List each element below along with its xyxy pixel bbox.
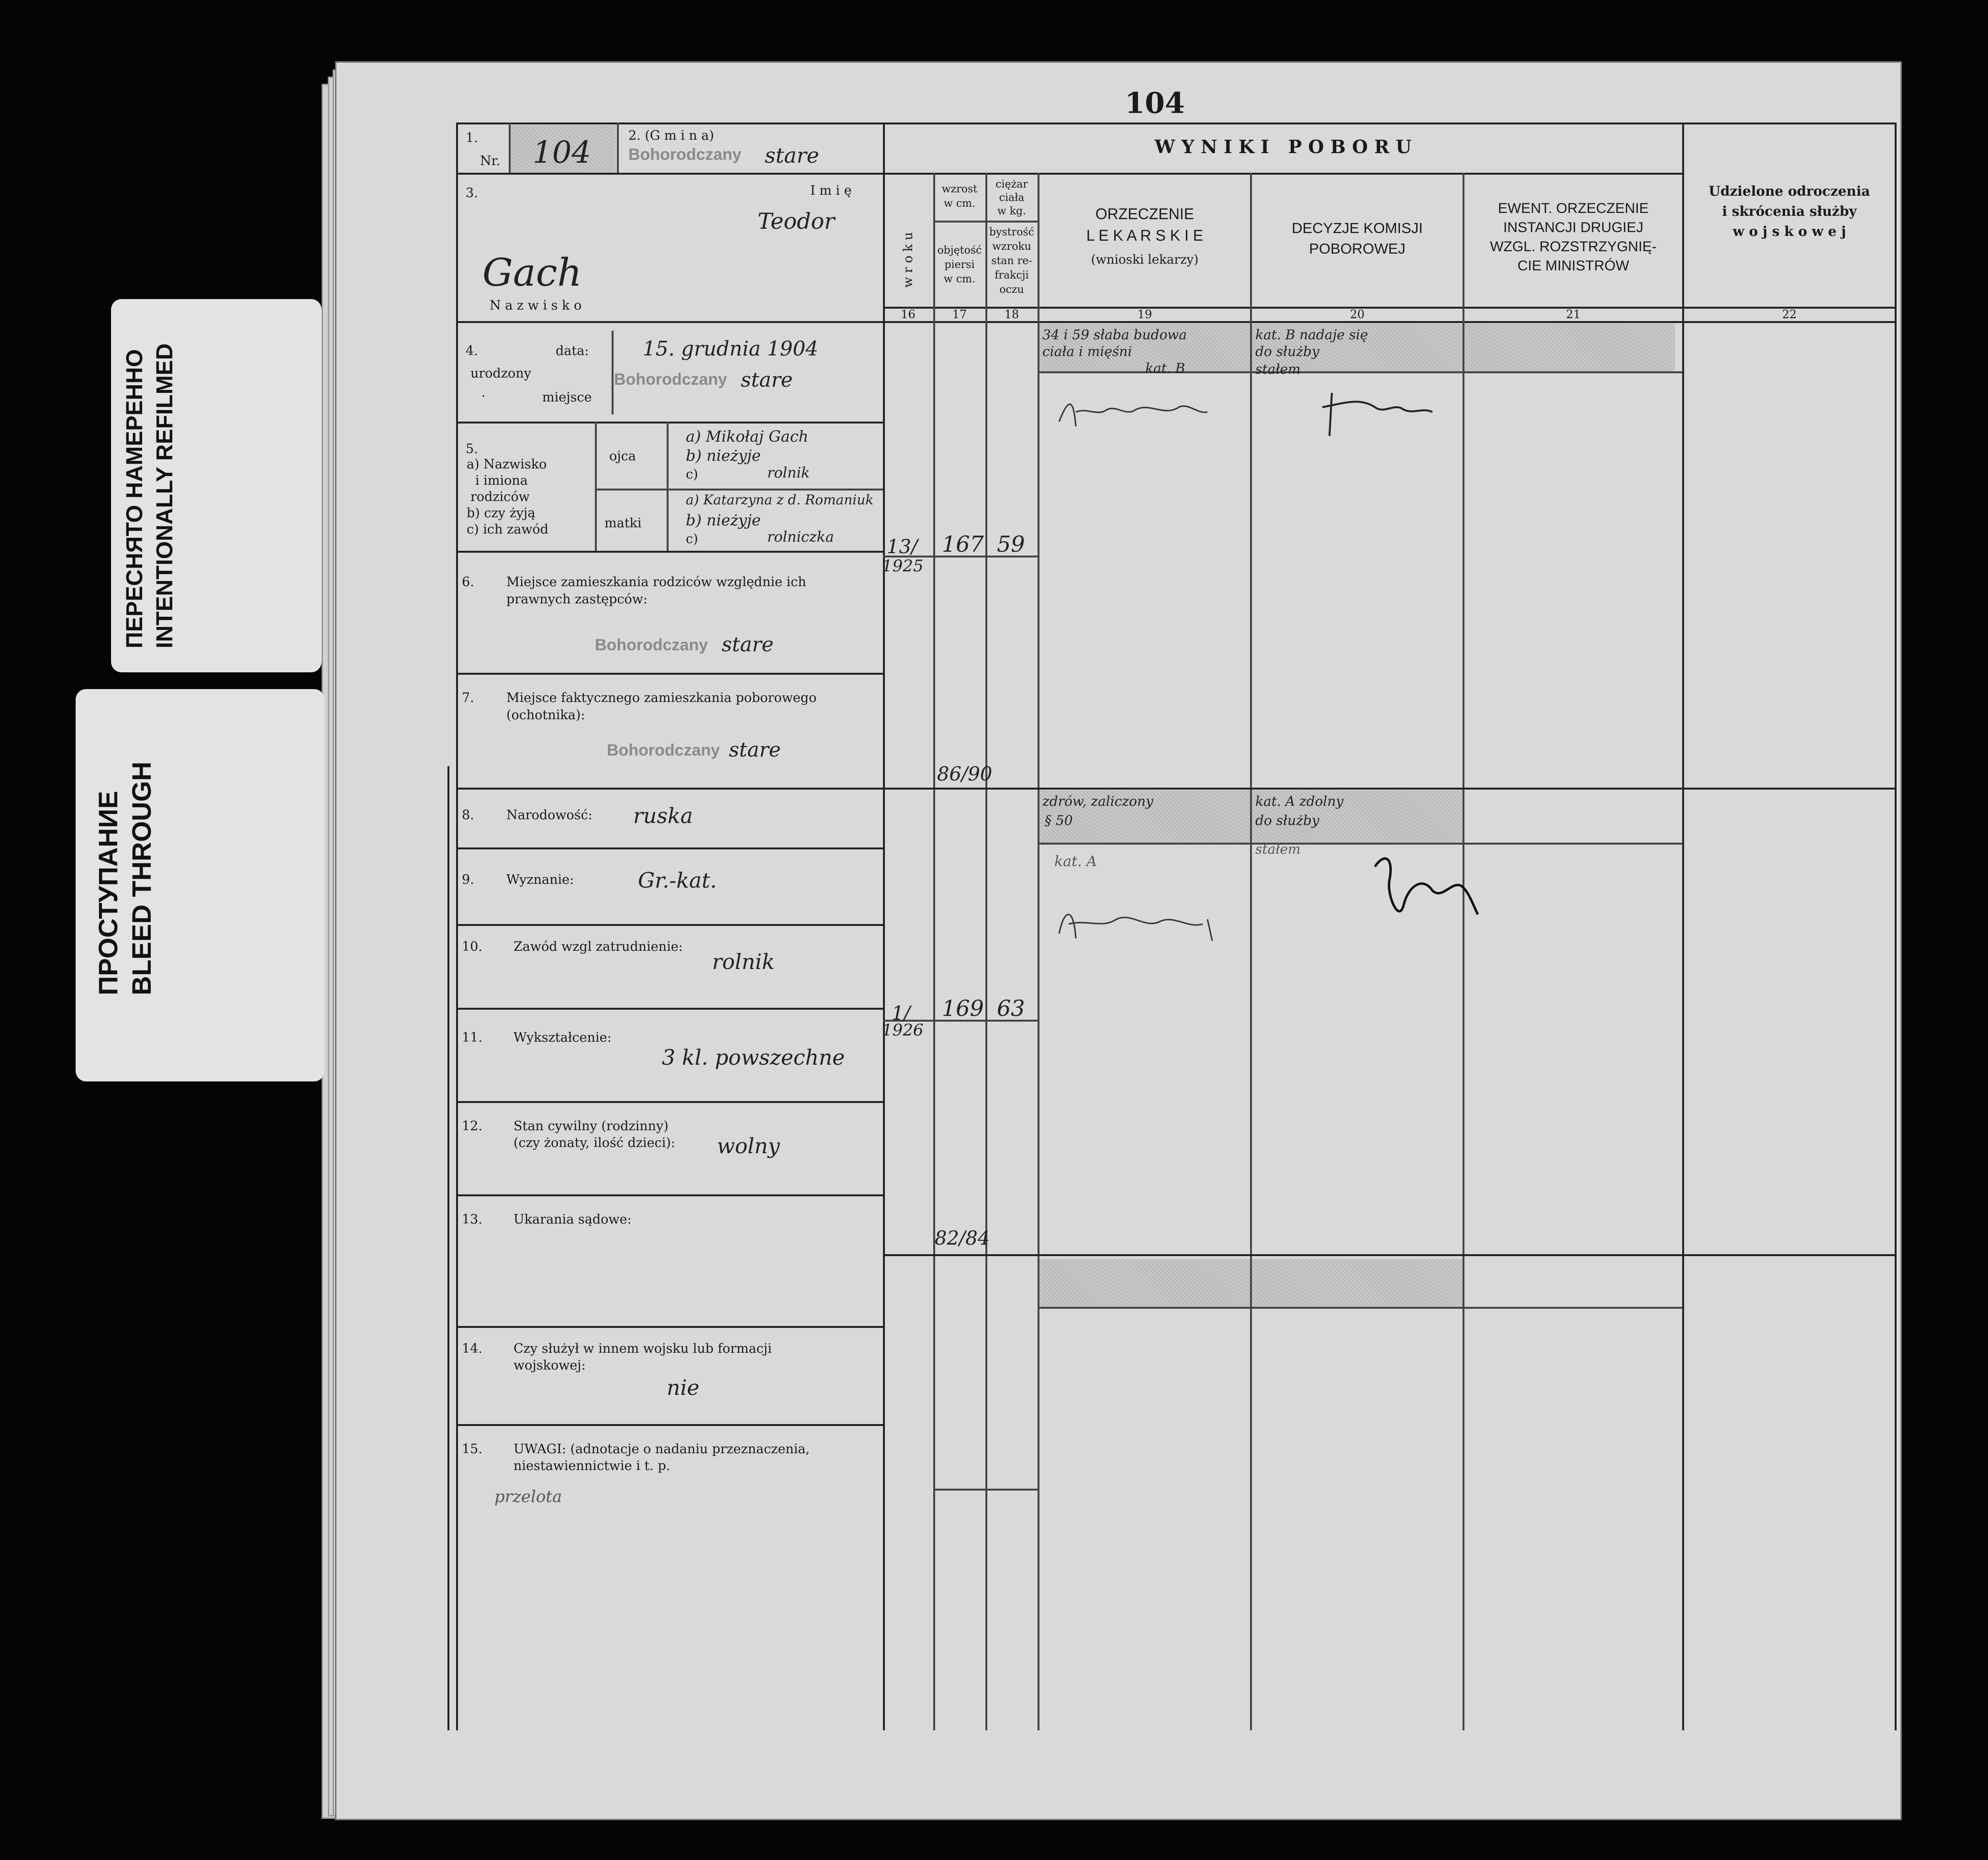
col19-header-3: (wnioski lekarzy)	[1091, 253, 1199, 267]
wyniki-poboru-title: W Y N I K I P O B O R U	[1154, 136, 1412, 157]
y1-height: 167	[942, 531, 984, 557]
field-5-number: 5.	[466, 442, 478, 457]
rule-r4-bottom	[456, 422, 883, 423]
rule-wyniki-under	[883, 173, 1683, 175]
rule-r4-brace	[612, 331, 614, 414]
col17-bottom-3: w cm.	[944, 273, 975, 285]
col20-header-2: POBOROWEJ	[1309, 240, 1406, 257]
y2-chest: 82/84	[935, 1227, 990, 1249]
col18-top-1: ciężar	[995, 178, 1028, 190]
field-8-number: 8.	[462, 808, 474, 823]
field-13-label: Ukarania sądowe:	[514, 1212, 632, 1227]
bleed-through-card	[76, 689, 324, 1081]
rule-r5-mid	[595, 489, 883, 490]
col21-header-1: EWENT. ORZECZENIE	[1497, 200, 1649, 216]
rule-header-mid	[456, 173, 883, 175]
rule-r6-bottom	[456, 673, 883, 675]
rule-left-inner	[447, 766, 449, 1730]
nazwisko-value: Gach	[482, 250, 582, 295]
rule-res-r8	[883, 788, 1896, 790]
page-number: 104	[1125, 87, 1185, 120]
col20-header-1: DECYZJE KOMISJI	[1292, 220, 1423, 236]
field-6-label-2: prawnych zastępców:	[506, 592, 648, 607]
rule-r13-bottom	[456, 1326, 883, 1328]
conscription-record-page	[335, 61, 1902, 1820]
gmina-handwritten: stare	[765, 144, 819, 168]
ojca-b: b) nieżyje	[686, 446, 761, 465]
field-4-number: 4.	[466, 344, 478, 358]
field-9-value: Gr.-kat.	[638, 869, 717, 893]
col21-header-2: INSTANCJI DRUGIEJ	[1503, 220, 1643, 235]
udzielone-line-3: w o j s k o w e j	[1732, 223, 1846, 239]
refilmed-card	[111, 299, 322, 672]
field-14-value: nie	[667, 1376, 700, 1400]
field-14-label-2: wojskowej:	[514, 1358, 586, 1373]
col-number-17: 17	[952, 308, 967, 321]
medical-1-signature	[1054, 388, 1212, 436]
field-11-label: Wykształcenie:	[514, 1030, 612, 1045]
medical-2-line-1: zdrów, zaliczony	[1042, 793, 1153, 809]
rule-r5-bottom	[456, 551, 883, 553]
col17-bottom-1: objętość	[937, 245, 982, 256]
decision-1-line-3: stałem	[1255, 361, 1301, 377]
col18-bottom-4: frakcji	[994, 269, 1029, 281]
y1-year-2: 1925	[882, 557, 924, 576]
rule-res-r13	[883, 1254, 1896, 1256]
col18-top-2: ciała	[999, 192, 1025, 204]
rule-r8-bottom	[456, 847, 883, 849]
gmina-stamp: Bohorodczany	[628, 145, 742, 164]
parents-label-4: b) czy żyją	[467, 506, 536, 521]
field-1-label: Nr.	[480, 154, 501, 168]
matki-b: b) nieżyje	[686, 511, 761, 529]
record-number: 104	[533, 135, 592, 170]
col21-header-3: WZGL. ROZSTRZYGNIĘ-	[1490, 239, 1657, 255]
field-7-number: 7.	[462, 691, 474, 705]
field-13-number: 13.	[462, 1212, 482, 1227]
field-8-label: Narodowość:	[506, 808, 592, 823]
matki-label: matki	[604, 516, 642, 531]
decision-1-signature	[1318, 388, 1437, 441]
rule-res-r15	[933, 1489, 1038, 1491]
rule-top	[456, 123, 1896, 124]
field-9-number: 9.	[462, 872, 474, 887]
field-2-label: 2. (G m i n a)	[628, 128, 715, 143]
field-1-number: 1.	[466, 131, 478, 145]
parents-label-5: c) ich zawód	[467, 522, 548, 537]
col-number-21: 21	[1566, 308, 1581, 321]
rule-col18-left	[985, 173, 987, 1730]
field-12-number: 12.	[462, 1119, 482, 1134]
y1-weight: 59	[997, 531, 1025, 557]
rule-left	[456, 123, 458, 1730]
rule-col21-left	[1463, 173, 1464, 1730]
udzielone-line-2: i skrócenia służby	[1722, 203, 1857, 219]
medical-2-signature	[1050, 895, 1222, 948]
field-6-label-1: Miejsce zamieszkania rodziców względnie ich	[506, 575, 806, 590]
imie-value: Teodor	[758, 208, 835, 234]
field-11-value: 3 kl. powszechne	[662, 1046, 845, 1070]
y1-chest: 86/90	[937, 763, 993, 785]
field-15-value: przelota	[494, 1487, 562, 1506]
rule-r5-left	[595, 422, 597, 551]
medical-1-line-3: kat. B	[1145, 360, 1185, 376]
rule-r5-right	[667, 422, 669, 551]
rule-r10-bottom	[456, 1008, 883, 1010]
rule-r11-bottom	[456, 1101, 883, 1103]
y2-year-1: 1/	[892, 1002, 910, 1025]
parents-label-2: i imiona	[475, 473, 528, 488]
field-15-label-1: UWAGI: (adnotacje o nadaniu przeznaczenia,	[514, 1442, 810, 1457]
refilmed-card-line-1: ПЕРЕСНЯТО НАМЕРЕННО	[122, 349, 147, 648]
rule-r12-bottom	[456, 1194, 883, 1196]
field-12-label-2: (czy żonaty, ilość dzieci):	[514, 1136, 675, 1150]
y2-year-2: 1926	[882, 1021, 924, 1040]
col18-bottom-5: oczu	[999, 284, 1024, 296]
col18-top-3: w kg.	[997, 205, 1027, 217]
y2-height: 169	[942, 995, 984, 1021]
matki-c: c)	[686, 532, 698, 546]
field-10-label: Zawód wzgl zatrudnienie:	[514, 939, 683, 954]
shade-r13-col20	[1252, 1259, 1463, 1307]
birth-date: 15. grudnia 1904	[643, 337, 818, 360]
field-6-hand: stare	[722, 633, 774, 656]
ojca-label: ojca	[609, 449, 636, 464]
rule-right	[1895, 123, 1897, 1730]
field-6-number: 6.	[462, 575, 474, 590]
matki-c-value: rolniczka	[767, 529, 834, 546]
rule-col20-left	[1250, 173, 1252, 1730]
col19-header-1: ORZECZENIE	[1095, 205, 1195, 223]
field-15-label-2: niestawiennictwie i t. p.	[514, 1459, 670, 1473]
rule-nr-box-2	[617, 123, 619, 173]
data-label: data:	[556, 344, 589, 358]
decision-1-line-1: kat. B nadaje się	[1255, 327, 1368, 343]
rule-col17-left	[933, 173, 935, 1730]
parents-label-1: a) Nazwisko	[467, 457, 547, 472]
rule-res-r13b	[1038, 1307, 1683, 1309]
field-9-label: Wyznanie:	[506, 872, 574, 887]
field-7-label-1: Miejsce faktycznego zamieszkania poborowego	[506, 691, 817, 705]
rule-r9-bottom	[456, 924, 883, 926]
col21-header-4: CIE MINISTRÓW	[1517, 258, 1630, 274]
col-number-16: 16	[901, 308, 916, 321]
field-7-label-2: (ochotnika):	[506, 708, 585, 723]
rule-res-r8b	[1038, 843, 1683, 845]
field-10-value: rolnik	[712, 950, 775, 974]
bleed-through-card-line-2: BLEED THROUGH	[126, 761, 156, 995]
y2-weight: 63	[997, 995, 1025, 1021]
rule-col22-left	[1682, 123, 1684, 1730]
decision-2-line-3: stałem	[1255, 841, 1301, 857]
medical-2-line-2: § 50	[1045, 813, 1073, 828]
col19-header-2: L E K A R S K I E	[1086, 227, 1204, 244]
shade-r13-col19	[1039, 1259, 1250, 1307]
field-12-label-1: Stan cywilny (rodzinny)	[514, 1119, 669, 1134]
field-3-number: 3.	[466, 186, 478, 200]
refilmed-card-line-2: INTENTIONALLY REFILMED	[152, 343, 178, 648]
urodzony-label: urodzony	[470, 366, 531, 381]
col-number-18: 18	[1004, 308, 1019, 321]
rule-col19-left	[1038, 173, 1039, 1730]
udzielone-line-1: Udzielone odroczenia	[1709, 183, 1870, 199]
imie-label: I m i ę	[810, 183, 852, 198]
birth-place-stamp: Bohorodczany	[614, 370, 727, 389]
col-number-20: 20	[1350, 308, 1365, 321]
matki-a: a) Katarzyna z d. Romaniuk	[686, 492, 874, 508]
birth-place-hand: stare	[741, 368, 793, 391]
dot-mark: ·	[481, 389, 486, 404]
field-10-number: 10.	[462, 939, 482, 954]
field-7-stamp: Bohorodczany	[607, 741, 720, 759]
col17-top-2: w cm.	[944, 198, 975, 210]
rule-r7-bottom	[456, 788, 883, 790]
col-number-22: 22	[1782, 308, 1797, 321]
field-11-number: 11.	[462, 1030, 482, 1045]
col17-bottom-2: piersi	[944, 259, 975, 271]
field-12-value: wolny	[717, 1134, 780, 1158]
col18-bottom-2: wzroku	[992, 241, 1031, 253]
col-number-19: 19	[1137, 308, 1152, 321]
rule-nr-box	[509, 123, 511, 173]
miejsce-label: miejsce	[542, 390, 592, 405]
col17-top-1: wzrost	[941, 183, 978, 195]
nazwisko-label: N a z w i s k o	[490, 298, 582, 313]
rule-c17-split	[933, 221, 1038, 223]
ojca-a: a) Mikołaj Gach	[686, 427, 809, 446]
field-14-number: 14.	[462, 1341, 482, 1356]
field-15-number: 15.	[462, 1442, 482, 1457]
decision-2-line-1: kat. A zdolny	[1255, 793, 1344, 809]
medical-1-line-1: 34 i 59 słaba budowa	[1042, 327, 1187, 343]
decision-2-signature	[1365, 847, 1485, 934]
shade-r4-col21	[1464, 323, 1675, 371]
col18-bottom-3: stan re-	[991, 255, 1032, 267]
rule-form-right	[883, 123, 885, 1730]
rule-r14-bottom	[456, 1424, 883, 1426]
ojca-c: c)	[686, 467, 698, 482]
field-6-stamp: Bohorodczany	[595, 636, 708, 654]
field-7-hand: stare	[729, 738, 781, 761]
col16-header: w r o k u	[901, 232, 916, 288]
medical-1-line-2: ciała i mięśni	[1042, 344, 1132, 359]
parents-label-3: rodziców	[470, 490, 530, 504]
col18-bottom-1: bystrość	[989, 226, 1034, 238]
y1-year-1: 13/	[887, 536, 918, 558]
medical-2-line-3: kat. A	[1054, 853, 1097, 870]
field-14-label-1: Czy służył w innem wojsku lub formacji	[514, 1341, 772, 1356]
ojca-c-value: rolnik	[767, 465, 810, 481]
decision-2-line-2: do służby	[1255, 813, 1319, 828]
decision-1-line-2: do służby	[1255, 344, 1319, 359]
field-8-value: ruska	[633, 804, 693, 828]
rule-res-r4	[1038, 371, 1683, 373]
bleed-through-card-line-1: ПРОСТУПАНИЕ	[93, 791, 123, 995]
